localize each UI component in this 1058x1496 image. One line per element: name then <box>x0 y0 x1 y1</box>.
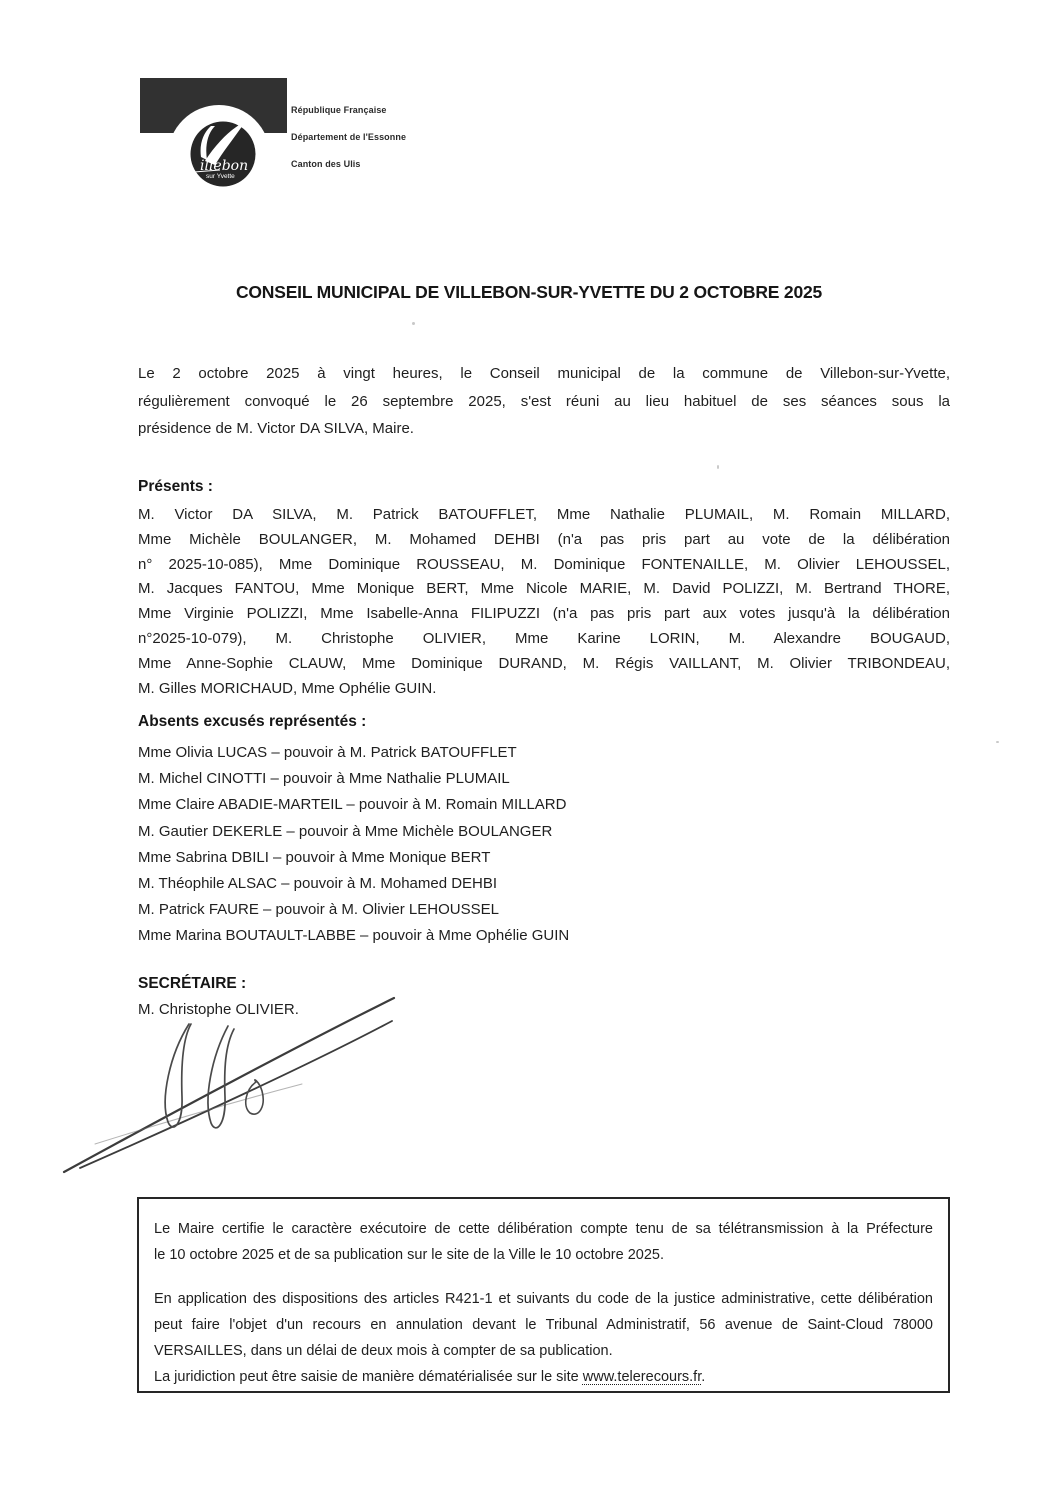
text-line: M. Michel CINOTTI – pouvoir à Mme Nathalie PLUMAIL <box>138 770 510 788</box>
page-title: CONSEIL MUNICIPAL DE VILLEBON-SUR-YVETTE DU 2 OCTOBRE 2025 <box>235 282 823 302</box>
recours-paragraph <box>154 1286 933 1364</box>
text-line: n° 2025-10-085), Mme Dominique ROUSSEAU, M. Dominique FONTENAILLE, M. Olivier LEHOUSSEL, <box>138 555 950 573</box>
text-line: peut faire l'objet d'un recours en annulation devant le Tribunal Administratif, 56 avenue de Saint-Cloud 78000 <box>154 1317 933 1333</box>
text-line: Le 2 octobre 2025 à vingt heures, le Conseil municipal de la commune de Villebon-sur-Yvette, <box>138 365 950 382</box>
text-line: Mme Marina BOUTAULT-LABBE – pouvoir à Mme Ophélie GUIN <box>138 927 570 945</box>
text-line: VERSAILLES, dans un délai de deux mois à compter de sa publication. <box>154 1343 613 1359</box>
text-line: M. Patrick FAURE – pouvoir à M. Olivier LEHOUSSEL <box>138 901 499 919</box>
presents-heading: Présents : <box>138 478 213 495</box>
scan-speck <box>996 741 999 743</box>
absents-heading: Absents excusés représentés : <box>138 713 367 730</box>
text-line: le 10 octobre 2025 et de sa publication sur le site de la Ville le 10 octobre 2025. <box>154 1247 664 1263</box>
logo-script-text: illebon <box>200 158 249 174</box>
text-line: Mme Olivia LUCAS – pouvoir à M. Patrick BATOUFFLET <box>138 744 517 761</box>
presents-list <box>138 503 950 701</box>
text-line: République Française <box>291 105 387 115</box>
region-lines <box>291 97 406 178</box>
telerecours-link[interactable]: www.telerecours.fr <box>582 1369 702 1385</box>
secretaire-heading: SECRÉTAIRE : <box>138 975 247 992</box>
legal-notice-box <box>137 1197 950 1393</box>
absents-list <box>138 740 950 950</box>
telerecours-prefix: La juridiction peut être saisie de manière dématérialisée sur le site <box>154 1369 583 1385</box>
scan-speck <box>717 465 719 469</box>
text-line: n°2025-10-079), M. Christophe OLIVIER, Mme Karine LORIN, M. Alexandre BOUGAUD, <box>138 629 950 647</box>
telerecours-line <box>154 1364 933 1390</box>
certification-paragraph <box>154 1216 933 1268</box>
scan-speck <box>412 322 415 325</box>
text-line: présidence de M. Victor DA SILVA, Maire. <box>138 420 414 437</box>
text-line: Mme Michèle BOULANGER, M. Mohamed DEHBI (n'a pas pris part au vote de la délibération <box>138 530 950 548</box>
text-line: Canton des Ulis <box>291 159 361 169</box>
text-line: M. Victor DA SILVA, M. Patrick BATOUFFLET, Mme Nathalie PLUMAIL, M. Romain MILLARD, <box>138 506 950 523</box>
text-line: En application des dispositions des articles R421-1 et suivants du code de la justice administrative, cette délibération <box>154 1291 933 1307</box>
signature <box>50 984 402 1182</box>
text-line: Mme Sabrina DBILI – pouvoir à Mme Monique BERT <box>138 848 491 866</box>
text-line: M. Théophile ALSAC – pouvoir à M. Mohamed DEHBI <box>138 875 498 893</box>
text-line: Mme Anne-Sophie CLAUW, Mme Dominique DURAND, M. Régis VAILLANT, M. Olivier TRIBONDEAU, <box>138 654 950 672</box>
secretaire-name: M. Christophe OLIVIER. <box>138 1001 299 1018</box>
text-line: régulièrement convoqué le 26 septembre 2025, s'est réuni au lieu habituel de ses séances sous la <box>138 392 950 410</box>
text-line: Le Maire certifie le caractère exécutoire de cette délibération compte tenu de sa télétransmission à la Préfecture <box>154 1221 933 1237</box>
text-line: Département de l'Essonne <box>291 132 407 142</box>
text-line: Mme Claire ABADIE-MARTEIL – pouvoir à M. Romain MILLARD <box>138 796 567 814</box>
telerecours-suffix: . <box>701 1369 706 1385</box>
text-line: M. Gilles MORICHAUD, Mme Ophélie GUIN. <box>138 679 437 697</box>
intro-paragraph <box>138 360 950 443</box>
text-line: M. Jacques FANTOU, Mme Monique BERT, Mme Nicole MARIE, M. David POLIZZI, M. Bertrand THORE, <box>138 580 950 598</box>
villebon-logo <box>140 76 290 194</box>
logo-sub-text: sur Yvette <box>206 173 235 180</box>
text-line: M. Gautier DEKERLE – pouvoir à Mme Michèle BOULANGER <box>138 822 553 840</box>
text-line: Mme Virginie POLIZZI, Mme Isabelle-Anna FILIPUZZI (n'a pas pris part aux votes jusqu'à la délibération <box>138 605 950 623</box>
